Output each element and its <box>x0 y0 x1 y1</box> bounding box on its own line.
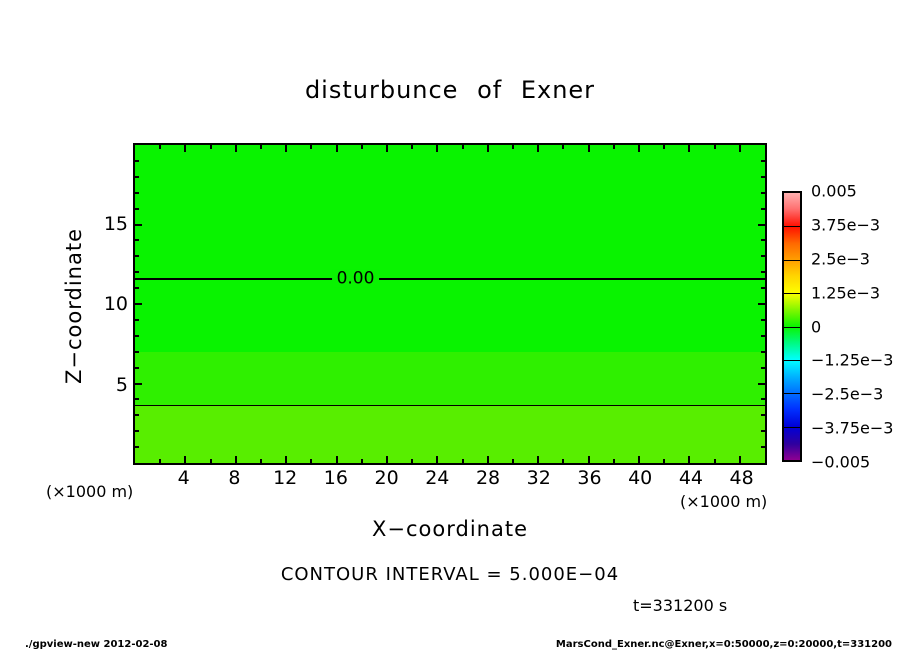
x-tick <box>184 145 186 152</box>
x-tick-label: 24 <box>425 467 450 489</box>
x-tick <box>462 459 464 463</box>
y-tick <box>761 398 765 400</box>
y-tick <box>761 287 765 289</box>
colorbar-level-label: 0 <box>811 317 822 336</box>
x-tick-label: 8 <box>228 467 241 489</box>
y-tick <box>761 192 765 194</box>
footer-program-stamp: ./gpview-new 2012-02-08 <box>25 639 168 650</box>
colorbar-level-label: −1.25e−3 <box>811 350 894 370</box>
y-tick <box>135 446 139 448</box>
x-tick <box>512 459 514 463</box>
x-axis-title: X−coordinate <box>372 517 528 541</box>
y-tick <box>135 319 139 321</box>
x-tick-labels <box>133 467 767 491</box>
y-axis-title: Z−coordinate <box>62 228 86 384</box>
x-tick-label: 4 <box>177 467 190 489</box>
y-tick <box>761 239 765 241</box>
x-tick <box>663 145 665 149</box>
y-tick-label: 5 <box>115 373 128 396</box>
x-tick <box>537 456 539 463</box>
x-tick <box>688 456 690 463</box>
x-tick <box>235 456 237 463</box>
y-tick <box>135 224 142 226</box>
shade-band <box>135 406 765 463</box>
y-tick <box>761 367 765 369</box>
x-tick <box>613 459 615 463</box>
x-tick <box>260 459 262 463</box>
y-tick <box>135 160 139 162</box>
contour-value-label: 0.00 <box>332 269 380 288</box>
x-tick <box>487 456 489 463</box>
x-tick <box>663 459 665 463</box>
x-tick <box>588 456 590 463</box>
x-tick <box>361 145 363 149</box>
x-tick <box>210 459 212 463</box>
colorbar-level-separator <box>784 293 800 294</box>
y-tick-label: 15 <box>103 212 128 235</box>
colorbar-gradient <box>782 191 802 462</box>
colorbar-level-separator <box>784 327 800 328</box>
y-tick <box>135 383 142 385</box>
y-tick <box>135 239 139 241</box>
y-tick <box>761 446 765 448</box>
x-tick <box>436 456 438 463</box>
contour-line <box>135 405 765 406</box>
y-tick <box>135 351 139 353</box>
x-tick-label: 36 <box>577 467 602 489</box>
x-tick <box>688 145 690 152</box>
colorbar-level-label: 1.25e−3 <box>811 283 881 303</box>
x-tick-label: 20 <box>374 467 399 489</box>
x-tick-label: 40 <box>628 467 653 489</box>
shade-band <box>135 352 765 406</box>
colorbar-labels <box>811 181 903 472</box>
y-tick-labels <box>70 143 128 465</box>
x-tick <box>714 459 716 463</box>
y-tick <box>758 383 765 385</box>
y-tick <box>761 351 765 353</box>
y-tick <box>758 303 765 305</box>
x-tick <box>159 145 161 149</box>
time-annotation: t=331200 s <box>633 596 728 615</box>
x-axis-unit: (×1000 m) <box>680 492 768 511</box>
y-tick <box>135 255 139 257</box>
x-tick <box>336 145 338 152</box>
y-tick <box>135 430 139 432</box>
x-tick <box>336 456 338 463</box>
x-tick <box>386 145 388 152</box>
y-tick <box>135 414 139 416</box>
colorbar-level-separator <box>784 260 800 261</box>
x-tick <box>285 456 287 463</box>
footer-file-stamp: MarsCond_Exner.nc@Exner,x=0:50000,z=0:20000,t=331200 <box>555 639 892 650</box>
x-tick <box>462 145 464 149</box>
colorbar-level-label: 2.5e−3 <box>811 249 870 269</box>
colorbar-level-label: −0.005 <box>811 452 871 472</box>
x-tick-label: 32 <box>526 467 551 489</box>
x-tick <box>210 145 212 149</box>
colorbar-level-label: −3.75e−3 <box>811 418 894 438</box>
x-tick <box>235 145 237 152</box>
x-tick <box>285 145 287 152</box>
y-tick <box>135 303 142 305</box>
x-tick <box>739 456 741 463</box>
y-tick <box>761 208 765 210</box>
x-tick <box>562 145 564 149</box>
x-tick <box>714 145 716 149</box>
x-tick <box>310 145 312 149</box>
x-tick <box>512 145 514 149</box>
x-tick <box>386 456 388 463</box>
colorbar-level-separator <box>784 427 800 428</box>
x-tick <box>411 145 413 149</box>
y-axis-unit: (×1000 m) <box>46 482 134 501</box>
y-tick <box>758 224 765 226</box>
y-tick <box>135 192 139 194</box>
x-tick <box>436 145 438 152</box>
x-tick <box>562 459 564 463</box>
shade-band <box>135 145 765 352</box>
y-tick <box>135 398 139 400</box>
y-tick <box>135 335 139 337</box>
colorbar-level-separator <box>784 226 800 227</box>
y-tick <box>761 414 765 416</box>
x-tick-label: 44 <box>678 467 703 489</box>
x-tick <box>260 145 262 149</box>
x-tick <box>411 459 413 463</box>
x-tick <box>184 456 186 463</box>
plot-area <box>133 143 767 465</box>
y-tick <box>761 335 765 337</box>
x-tick <box>537 145 539 152</box>
y-tick <box>761 430 765 432</box>
colorbar-level-label: −2.5e−3 <box>811 384 884 404</box>
contour-interval-note: CONTOUR INTERVAL = 5.000E−04 <box>280 564 620 585</box>
x-tick-label: 28 <box>475 467 501 489</box>
y-tick-label: 10 <box>103 293 128 315</box>
x-tick <box>361 459 363 463</box>
x-tick <box>638 145 640 152</box>
y-tick <box>761 160 765 162</box>
colorbar-level-separator <box>784 393 800 394</box>
y-tick <box>135 367 139 369</box>
y-tick <box>761 176 765 178</box>
x-tick <box>638 456 640 463</box>
plot-title: disturbunce of Exner <box>304 76 596 104</box>
y-tick <box>761 319 765 321</box>
y-tick <box>135 176 139 178</box>
x-tick <box>739 145 741 152</box>
x-tick <box>588 145 590 152</box>
y-tick <box>761 255 765 257</box>
x-tick <box>613 145 615 149</box>
contour-line <box>135 278 765 280</box>
y-tick <box>135 208 139 210</box>
x-tick <box>310 459 312 463</box>
y-tick <box>761 271 765 273</box>
x-tick-label: 16 <box>323 467 348 489</box>
x-tick-label: 12 <box>273 467 298 489</box>
y-tick <box>135 287 139 289</box>
x-tick <box>487 145 489 152</box>
x-tick <box>159 459 161 463</box>
colorbar-level-separator <box>784 360 800 361</box>
x-tick-label: 48 <box>729 467 754 489</box>
colorbar-level-label: 3.75e−3 <box>811 215 881 235</box>
y-tick <box>135 271 139 273</box>
colorbar-level-label: 0.005 <box>811 181 857 201</box>
